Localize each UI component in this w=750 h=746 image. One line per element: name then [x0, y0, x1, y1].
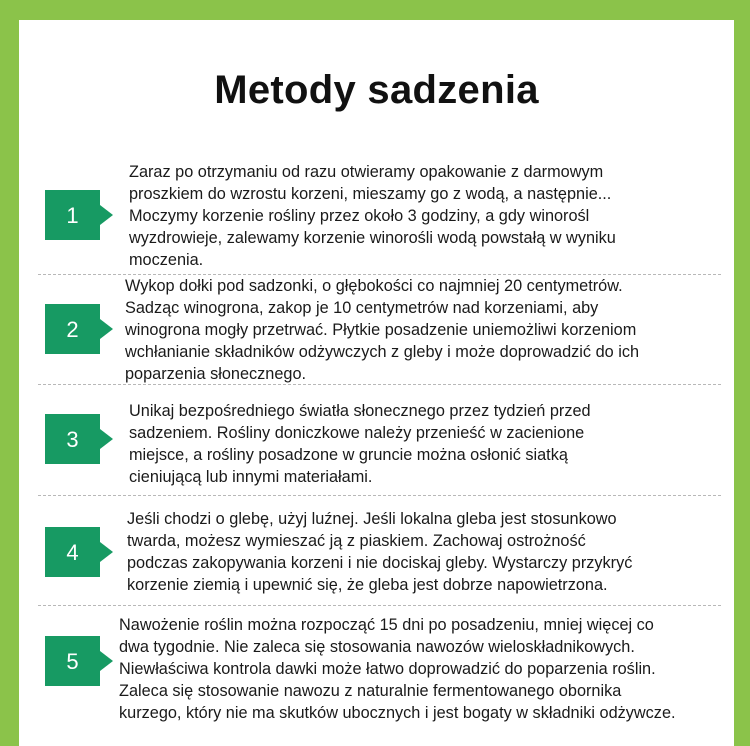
step-line: miejsce, a rośliny posadzone w gruncie można osłonić siatką: [129, 446, 568, 464]
step-line: wchłanianie składników odżywczych z gleby i może doprowadzić do ich: [125, 343, 640, 361]
step-number-badge: [45, 414, 113, 464]
step-line: wyzdrowieje, zalewamy korzenie winorośli wodą powstałą w wyniku: [129, 229, 616, 247]
step-line: proszkiem do wzrostu korzeni, mieszamy go z wodą, a następnie...: [129, 185, 612, 203]
content-panel: [19, 20, 734, 746]
divider: [38, 384, 721, 385]
step-line: cieniującą lub innymi materiałami.: [129, 468, 373, 486]
badge-arrow-icon: [100, 319, 113, 339]
step-line: podczas zakopywania korzeni i nie dociskaj gleby. Wystarczy przykryć: [127, 554, 633, 572]
step-text: [129, 161, 616, 271]
step-number: 4: [66, 540, 79, 565]
step-line: Zaraz po otrzymaniu od razu otwieramy opakowanie z darmowym: [129, 163, 604, 181]
step-text: [125, 275, 639, 385]
step-line: Nawożenie roślin można rozpocząć 15 dni po posadzeniu, mniej więcej co: [119, 616, 654, 634]
step-line: poparzenia słonecznego.: [125, 365, 307, 383]
step-number: 3: [66, 427, 79, 452]
step-number: 5: [66, 649, 79, 674]
step-line: twarda, możesz wymieszać ją z piaskiem. Zachowaj ostrożność: [127, 532, 586, 550]
step-line: moczenia.: [129, 251, 204, 269]
step-line: Niewłaściwa kontrola dawki może łatwo doprowadzić do poparzenia roślin.: [119, 660, 656, 678]
step-line: Zaleca się stosowanie nawozu z naturalnie fermentowanego obornika: [119, 682, 622, 700]
step-line: dwa tygodnie. Nie zaleca się stosowania nawozów wieloskładnikowych.: [119, 638, 635, 656]
step-line: sadzeniem. Rośliny doniczkowe należy przenieść w zacienione: [129, 424, 585, 442]
divider: [38, 495, 721, 496]
divider: [38, 605, 721, 606]
step-text: [127, 508, 632, 596]
step-line: Wykop dołki pod sadzonki, o głębokości co najmniej 20 centymetrów.: [125, 277, 623, 295]
step-line: Sadząc winogrona, zakop je 10 centymetrów nad korzeniami, aby: [125, 299, 599, 317]
badge-arrow-icon: [100, 651, 113, 671]
badge-arrow-icon: [100, 542, 113, 562]
step-line: korzenie ziemią i upewnić się, że gleba jest dobrze napowietrzona.: [127, 576, 608, 594]
step-line: Jeśli chodzi o glebę, użyj luźnej. Jeśli lokalna gleba jest stosunkowo: [127, 510, 617, 528]
step-number: 2: [66, 317, 79, 342]
step-number-badge: [45, 304, 113, 354]
step-number-badge: [45, 636, 113, 686]
page-title: Metody sadzenia: [214, 68, 539, 112]
step-line: Moczymy korzenie rośliny przez około 3 godziny, a gdy winorośl: [129, 207, 590, 225]
step-text: [119, 614, 676, 724]
step-line: winogrona mogły przetrwać. Płytkie posadzenie uniemożliwi korzeniom: [125, 321, 637, 339]
step-number-badge: [45, 190, 113, 240]
step-line: kurzego, który nie ma skutków ubocznych i jest bogaty w składniki odżywcze.: [119, 704, 676, 722]
badge-arrow-icon: [100, 429, 113, 449]
badge-arrow-icon: [100, 205, 113, 225]
step-number-badge: [45, 527, 113, 577]
step-number: 1: [66, 203, 79, 228]
step-text: [129, 400, 591, 488]
step-line: Unikaj bezpośredniego światła słonecznego przez tydzień przed: [129, 402, 591, 420]
